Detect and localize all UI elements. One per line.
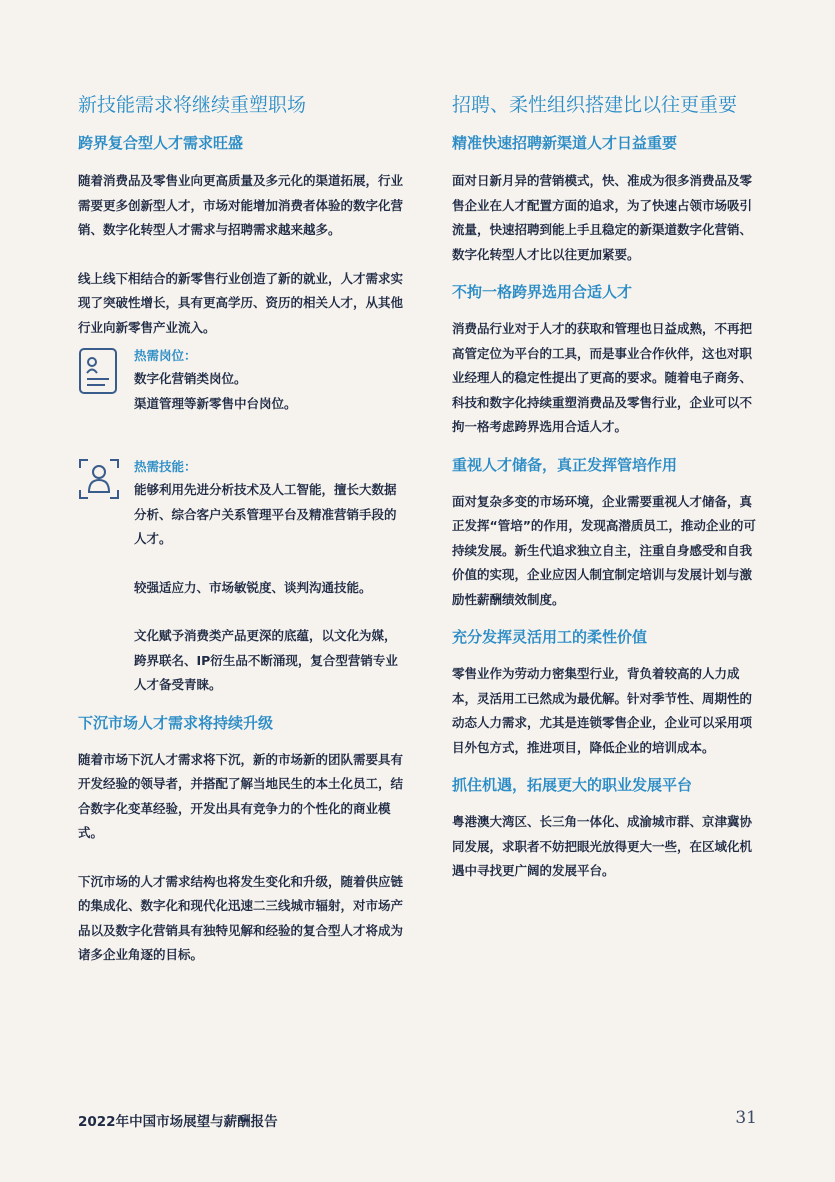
paragraph: 随着消费品及零售业向更高质量及多元化的渠道拓展，行业需要更多创新型人才，市场对能增加消费者体验的数字化营销、数字化转型人才需求与招聘需求越来越多。: [78, 173, 404, 237]
hot-skill-item: 文化赋予消费类产品更深的底蕴，以文化为媒，跨界联名、IP衍生品不断涌现，复合型营销专业人才备受青睐。: [134, 628, 398, 692]
hot-skills-block: [78, 456, 408, 698]
subtitle-lower-tier-market: 下沉市场人才需求将持续升级: [78, 713, 274, 732]
subtitle-cross-border-talent: 跨界复合型人才需求旺盛: [78, 134, 244, 152]
paragraph: 线上线下相结合的新零售行业创造了新的就业，人才需求实现了突破性增长，具有更高学历、资历的相关人才，从其他行业向新零售产业流入。: [78, 270, 404, 335]
report-title: 2022年中国市场展望与薪酬报告: [78, 1114, 278, 1130]
paragraph: 面对复杂多变的市场环境，企业需要重视人才储备，真正发挥“管培”的作用，发现高潜质员工，推动企业的可持续发展。新生代追求独立自主，注重自身感受和自我价值的实现，企业应因人制宜制定培训与发展计划与激励性薪酬绩效制度。: [452, 493, 756, 607]
hot-skills-label: 热需技能：: [134, 459, 197, 474]
section-title-new-skills: 新技能需求将继续重塑职场: [78, 94, 307, 116]
hot-positions-block: [78, 345, 408, 416]
paragraph: 粤港澳大湾区、长三角一体化、成渝城市群、京津冀协同发展，求职者不妨把眼光放得更大一些，在区域化机遇中寻找更广阔的发展平台。: [452, 814, 753, 878]
subtitle-cross-border-selection: 不拘一格跨界选用合适人才: [452, 283, 633, 301]
hot-positions-label: 热需岗位：: [134, 348, 197, 363]
section-title-recruitment: 招聘、柔性组织搭建比以往更重要: [452, 94, 738, 116]
paragraph: 面对日新月异的营销模式，快、准成为很多消费品及零售企业在人才配置方面的追求，为了快速占领市场吸引流量，快速招聘到能上手且稳定的新渠道数字化营销、数字化转型人才比以往更加紧要。: [452, 173, 753, 262]
hot-position-item: 数字化营销类岗位。: [134, 371, 247, 386]
paragraph: 消费品行业对于人才的获取和管理也日益成熟，不再把高管定位为平台的工具，而是事业合作伙伴，这也对职业经理人的稳定性提出了更高的要求。随着电子商务、科技和数字化持续重塑消费品及零售行业，企业可以不拘一格考虑跨界选用合适人才。: [452, 321, 753, 434]
paragraph: 下沉市场的人才需求结构也将发生变化和升级，随着供应链的集成化、数字化和现代化迅速二三线城市辐射，对市场产品以及数字化营销具有独特见解和经验的复合型人才将成为诸多企业角逐的目标。: [78, 873, 404, 962]
hot-skill-item: 能够利用先进分析技术及人工智能，擅长大数据分析、综合客户关系管理平台及精准营销手段的人才。: [134, 482, 397, 546]
paragraph: 随着市场下沉人才需求将下沉，新的市场新的团队需要具有开发经验的领导者，并搭配了解当地民生的本土化员工，结合数字化变革经验，开发出具有竞争力的个性化的商业模式。: [78, 751, 404, 840]
hot-skill-item: 较强适应力、市场敏锐度、谈判沟通技能。: [134, 579, 372, 595]
id-card-icon: [78, 345, 120, 397]
subtitle-talent-reserve: 重视人才储备，真正发挥管培作用: [452, 455, 678, 474]
left-column: [78, 92, 408, 968]
page-number: 31: [735, 1108, 757, 1128]
subtitle-fast-recruitment: 精准快速招聘新渠道人才日益重要: [452, 134, 678, 152]
right-column: [452, 92, 762, 884]
paragraph: 零售业作为劳动力密集型行业，背负着较高的人力成本，灵活用工已然成为最优解。针对季节性、周期性的动态人力需求，尤其是连锁零售企业，企业可以采用项目外包方式，推进项目，降低企业的培训成本。: [452, 666, 753, 755]
person-focus-icon: [78, 456, 120, 508]
hot-position-item: 渠道管理等新零售中台岗位。: [134, 395, 297, 411]
subtitle-flexible-employment: 充分发挥灵活用工的柔性价值: [452, 628, 648, 646]
subtitle-career-platform: 抓住机遇，拓展更大的职业发展平台: [452, 776, 693, 794]
